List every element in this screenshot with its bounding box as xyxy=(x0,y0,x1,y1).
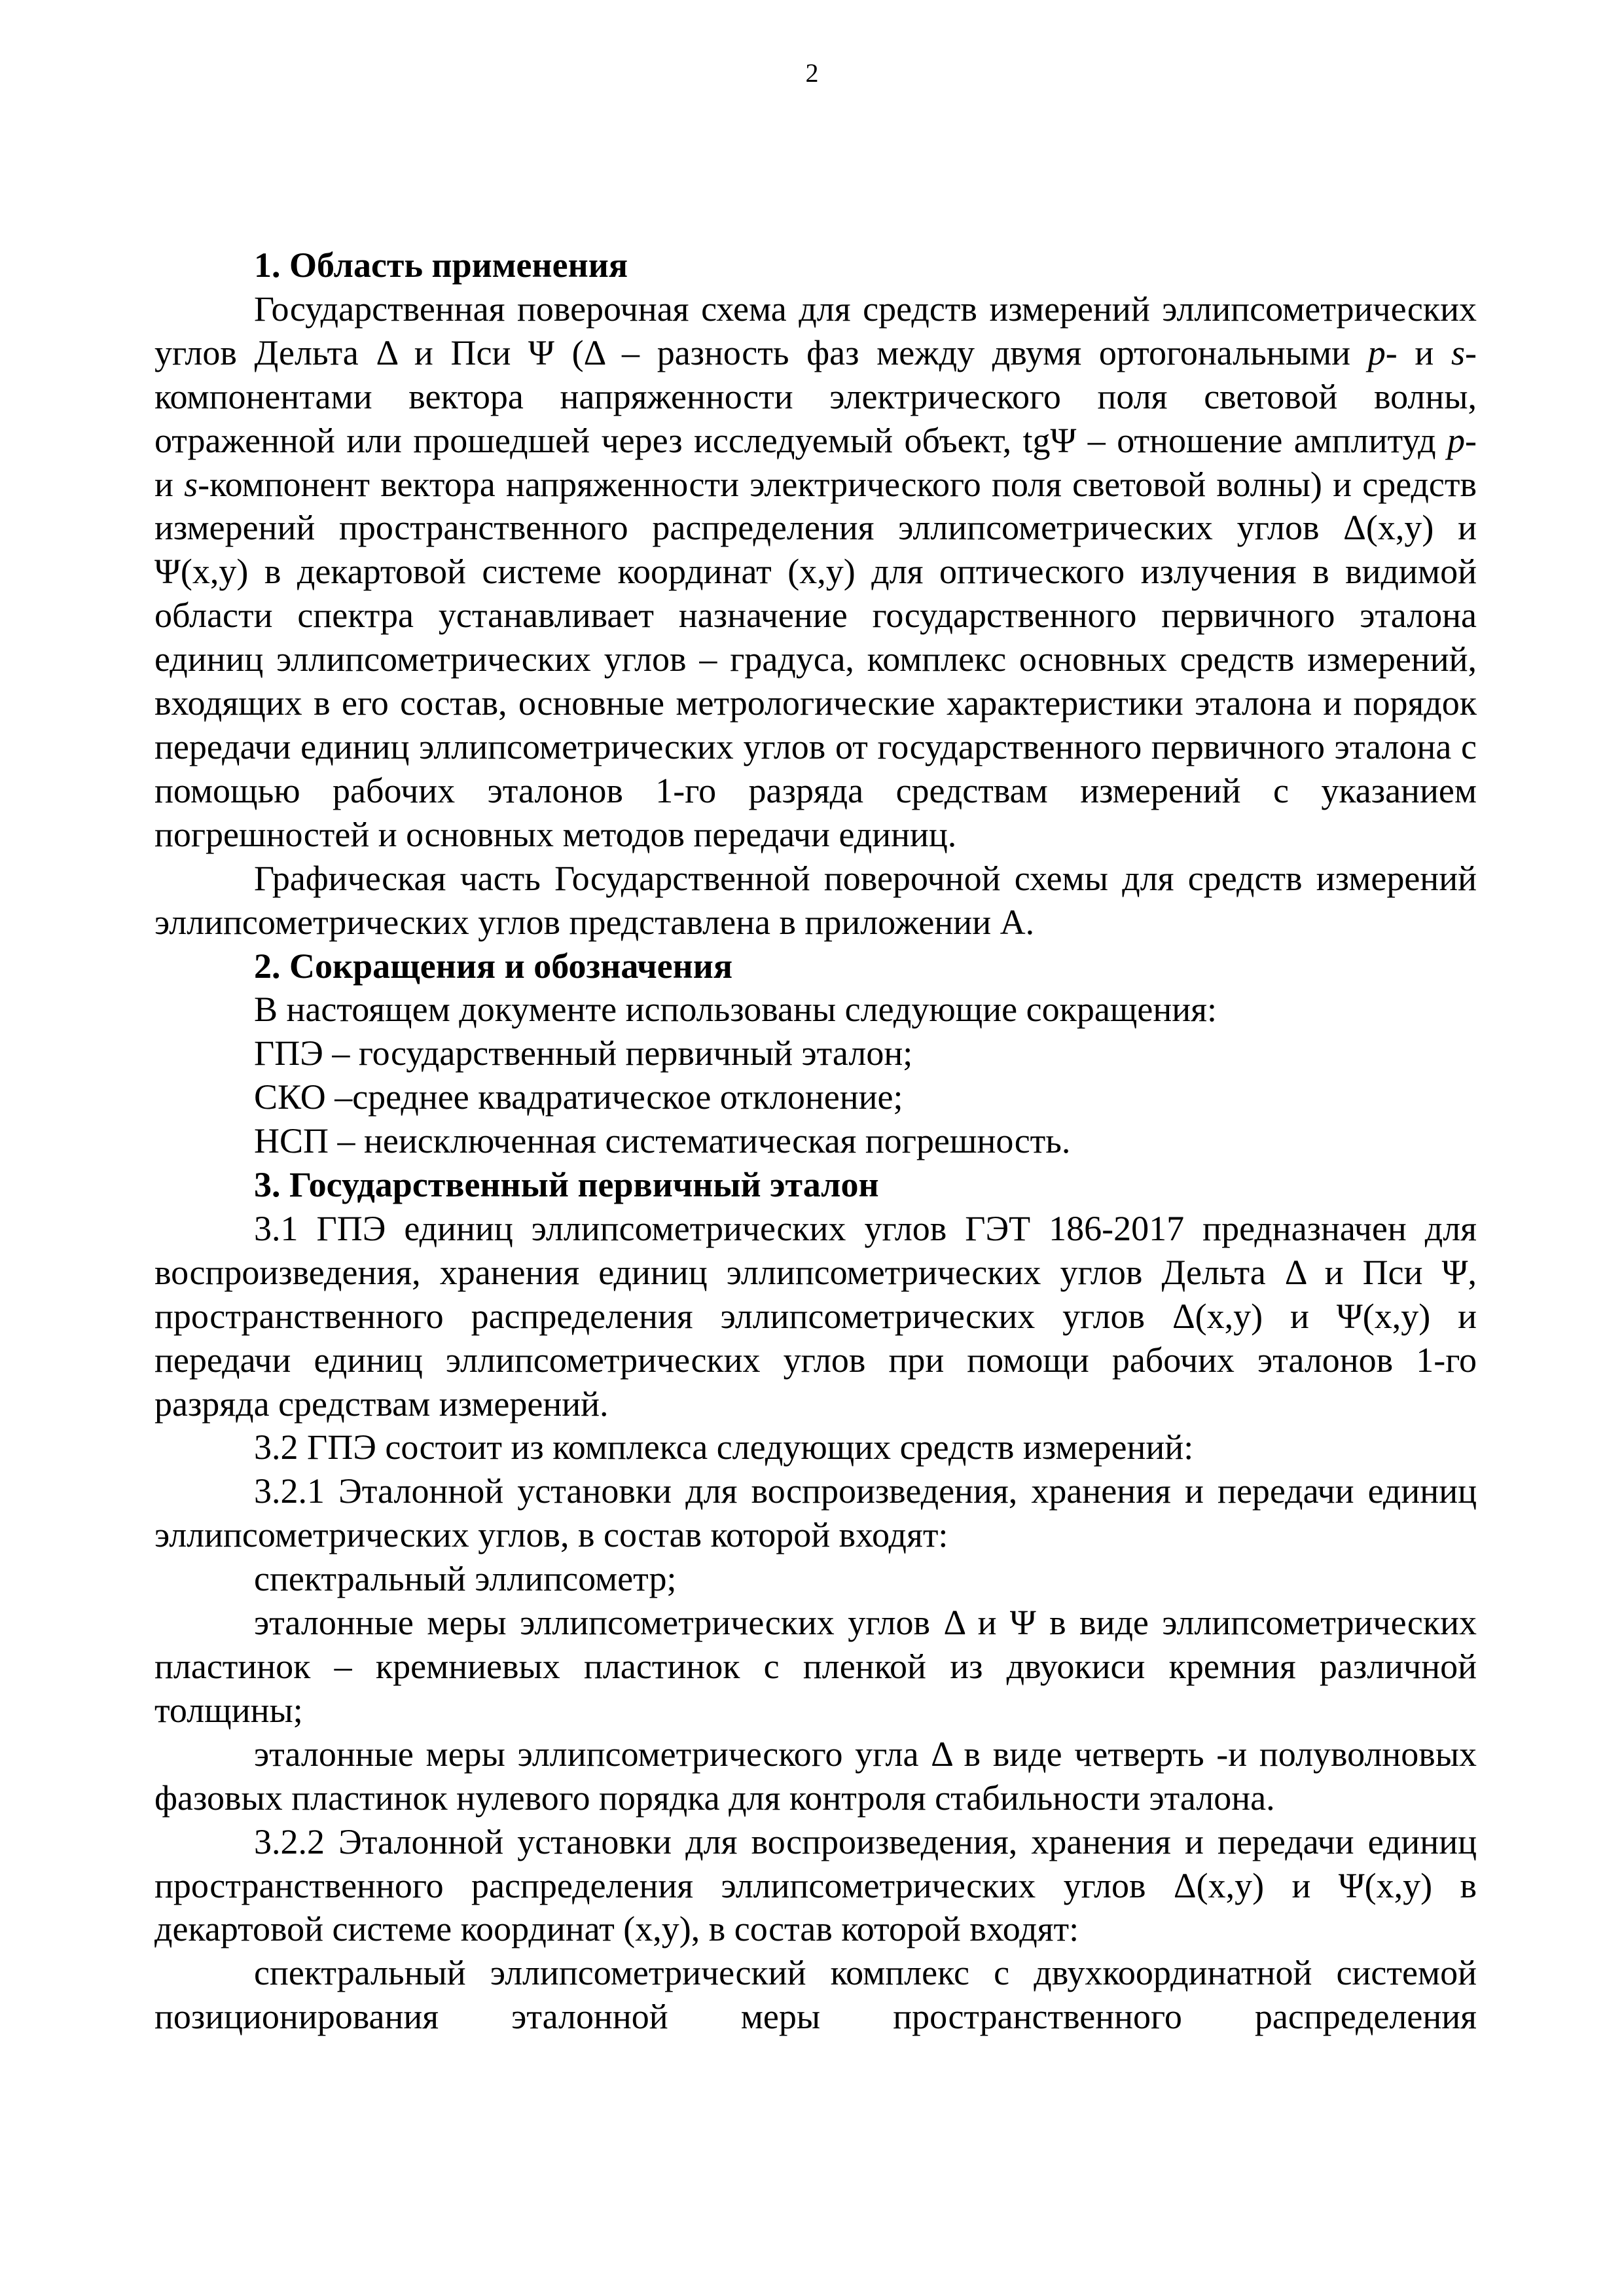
abbreviation-item: СКО –среднее квадратическое отклонение; xyxy=(254,1077,903,1117)
paragraph-3-2-1: 3.2.1 Эталонной установки для воспроизведения, хранения и передачи единиц эллипсометрических углов, в состав которой входят: xyxy=(154,1471,1477,1555)
abbreviation-item: НСП – неисключенная систематическая погрешность. xyxy=(254,1121,1071,1161)
paragraph-abbr-intro: В настоящем документе использованы следующие сокращения: xyxy=(254,990,1217,1030)
text-run: Государственная поверочная схема для средств измерений эллипсометрических углов Дельта Δ и Пси Ψ (Δ – разность фаз между двумя ортогональными xyxy=(154,289,1477,372)
paragraph-3-2: 3.2 ГПЭ состоит из комплекса следующих средств измерений: xyxy=(254,1427,1194,1467)
list-item: спектральный эллипсометр; xyxy=(254,1559,677,1599)
section-heading-abbreviations: 2. Сокращения и обозначения xyxy=(254,946,733,986)
list-item: эталонные меры эллипсометрического угла Δ в виде четверть -и полуволновых фазовых пластинок нулевого порядка для контроля стабильности эталона. xyxy=(154,1734,1477,1818)
text-run-italic: s xyxy=(184,464,198,504)
section-heading-scope: 1. Область применения xyxy=(254,245,628,285)
document-body xyxy=(154,243,1477,2039)
text-run-italic: s xyxy=(1451,332,1466,372)
list-item: эталонные меры эллипсометрических углов Δ и Ψ в виде эллипсометрических пластинок – кремниевых пластинок с пленкой из двуокиси кремния различной толщины; xyxy=(154,1603,1477,1730)
text-run-italic: p xyxy=(1447,420,1466,460)
text-run: -компонент вектора напряженности электрического поля световой волны) и средств измерений пространственного распределения эллипсометрических углов Δ(x,y) и Ψ(x,y) в декартовой системе координат (x,y) для оптического излучения в видимой области спектра устанавливает назначение государственного первичного эталона единиц эллипсометрических углов – градуса, комплекс основных средств измерений, входящих в его состав, основные метрологические характеристики эталона и порядок передачи единиц эллипсометрических углов от государственного первичного эталона с помощью рабочих эталонов 1-го разряда средствам измерений с указанием погрешностей и основных методов передачи единиц. xyxy=(154,464,1477,854)
page-number: 2 xyxy=(805,58,819,88)
paragraph-scope-1 xyxy=(154,287,1477,857)
text-run-italic: p xyxy=(1367,332,1386,372)
list-item: спектральный эллипсометрический комплекс с двухкоординатной системой позиционирования эталонной меры пространственного распределения xyxy=(154,1953,1477,2037)
paragraph-3-1: 3.1 ГПЭ единиц эллипсометрических углов ГЭТ 186-2017 предназначен для воспроизведения, хранения единиц эллипсометрических углов Дельта Δ и Пси Ψ, пространственного распределения эллипсометрических углов Δ(x,y) и Ψ(x,y) и передачи единиц эллипсометрических углов при помощи рабочих эталонов 1-го разряда средствам измерений. xyxy=(154,1208,1477,1424)
paragraph-3-2-2: 3.2.2 Эталонной установки для воспроизведения, хранения и передачи единиц пространственного распределения эллипсометрических углов Δ(x,y) и Ψ(x,y) в декартовой системе координат (x,y), в состав которой входят: xyxy=(154,1821,1477,1949)
paragraph-scope-2: Графическая часть Государственной поверочной схемы для средств измерений эллипсометрических углов представлена в приложении А. xyxy=(154,858,1477,942)
abbreviation-item: ГПЭ – государственный первичный эталон; xyxy=(254,1033,913,1073)
section-heading-primary-standard: 3. Государственный первичный эталон xyxy=(254,1165,879,1205)
text-run: - и xyxy=(154,420,1477,504)
text-run: -компонентами вектора напряженности электрического поля световой волны, отраженной или прошедшей через исследуемый объект, tgΨ – отношение амплитуд xyxy=(154,332,1477,460)
text-run: - и xyxy=(1385,332,1451,372)
